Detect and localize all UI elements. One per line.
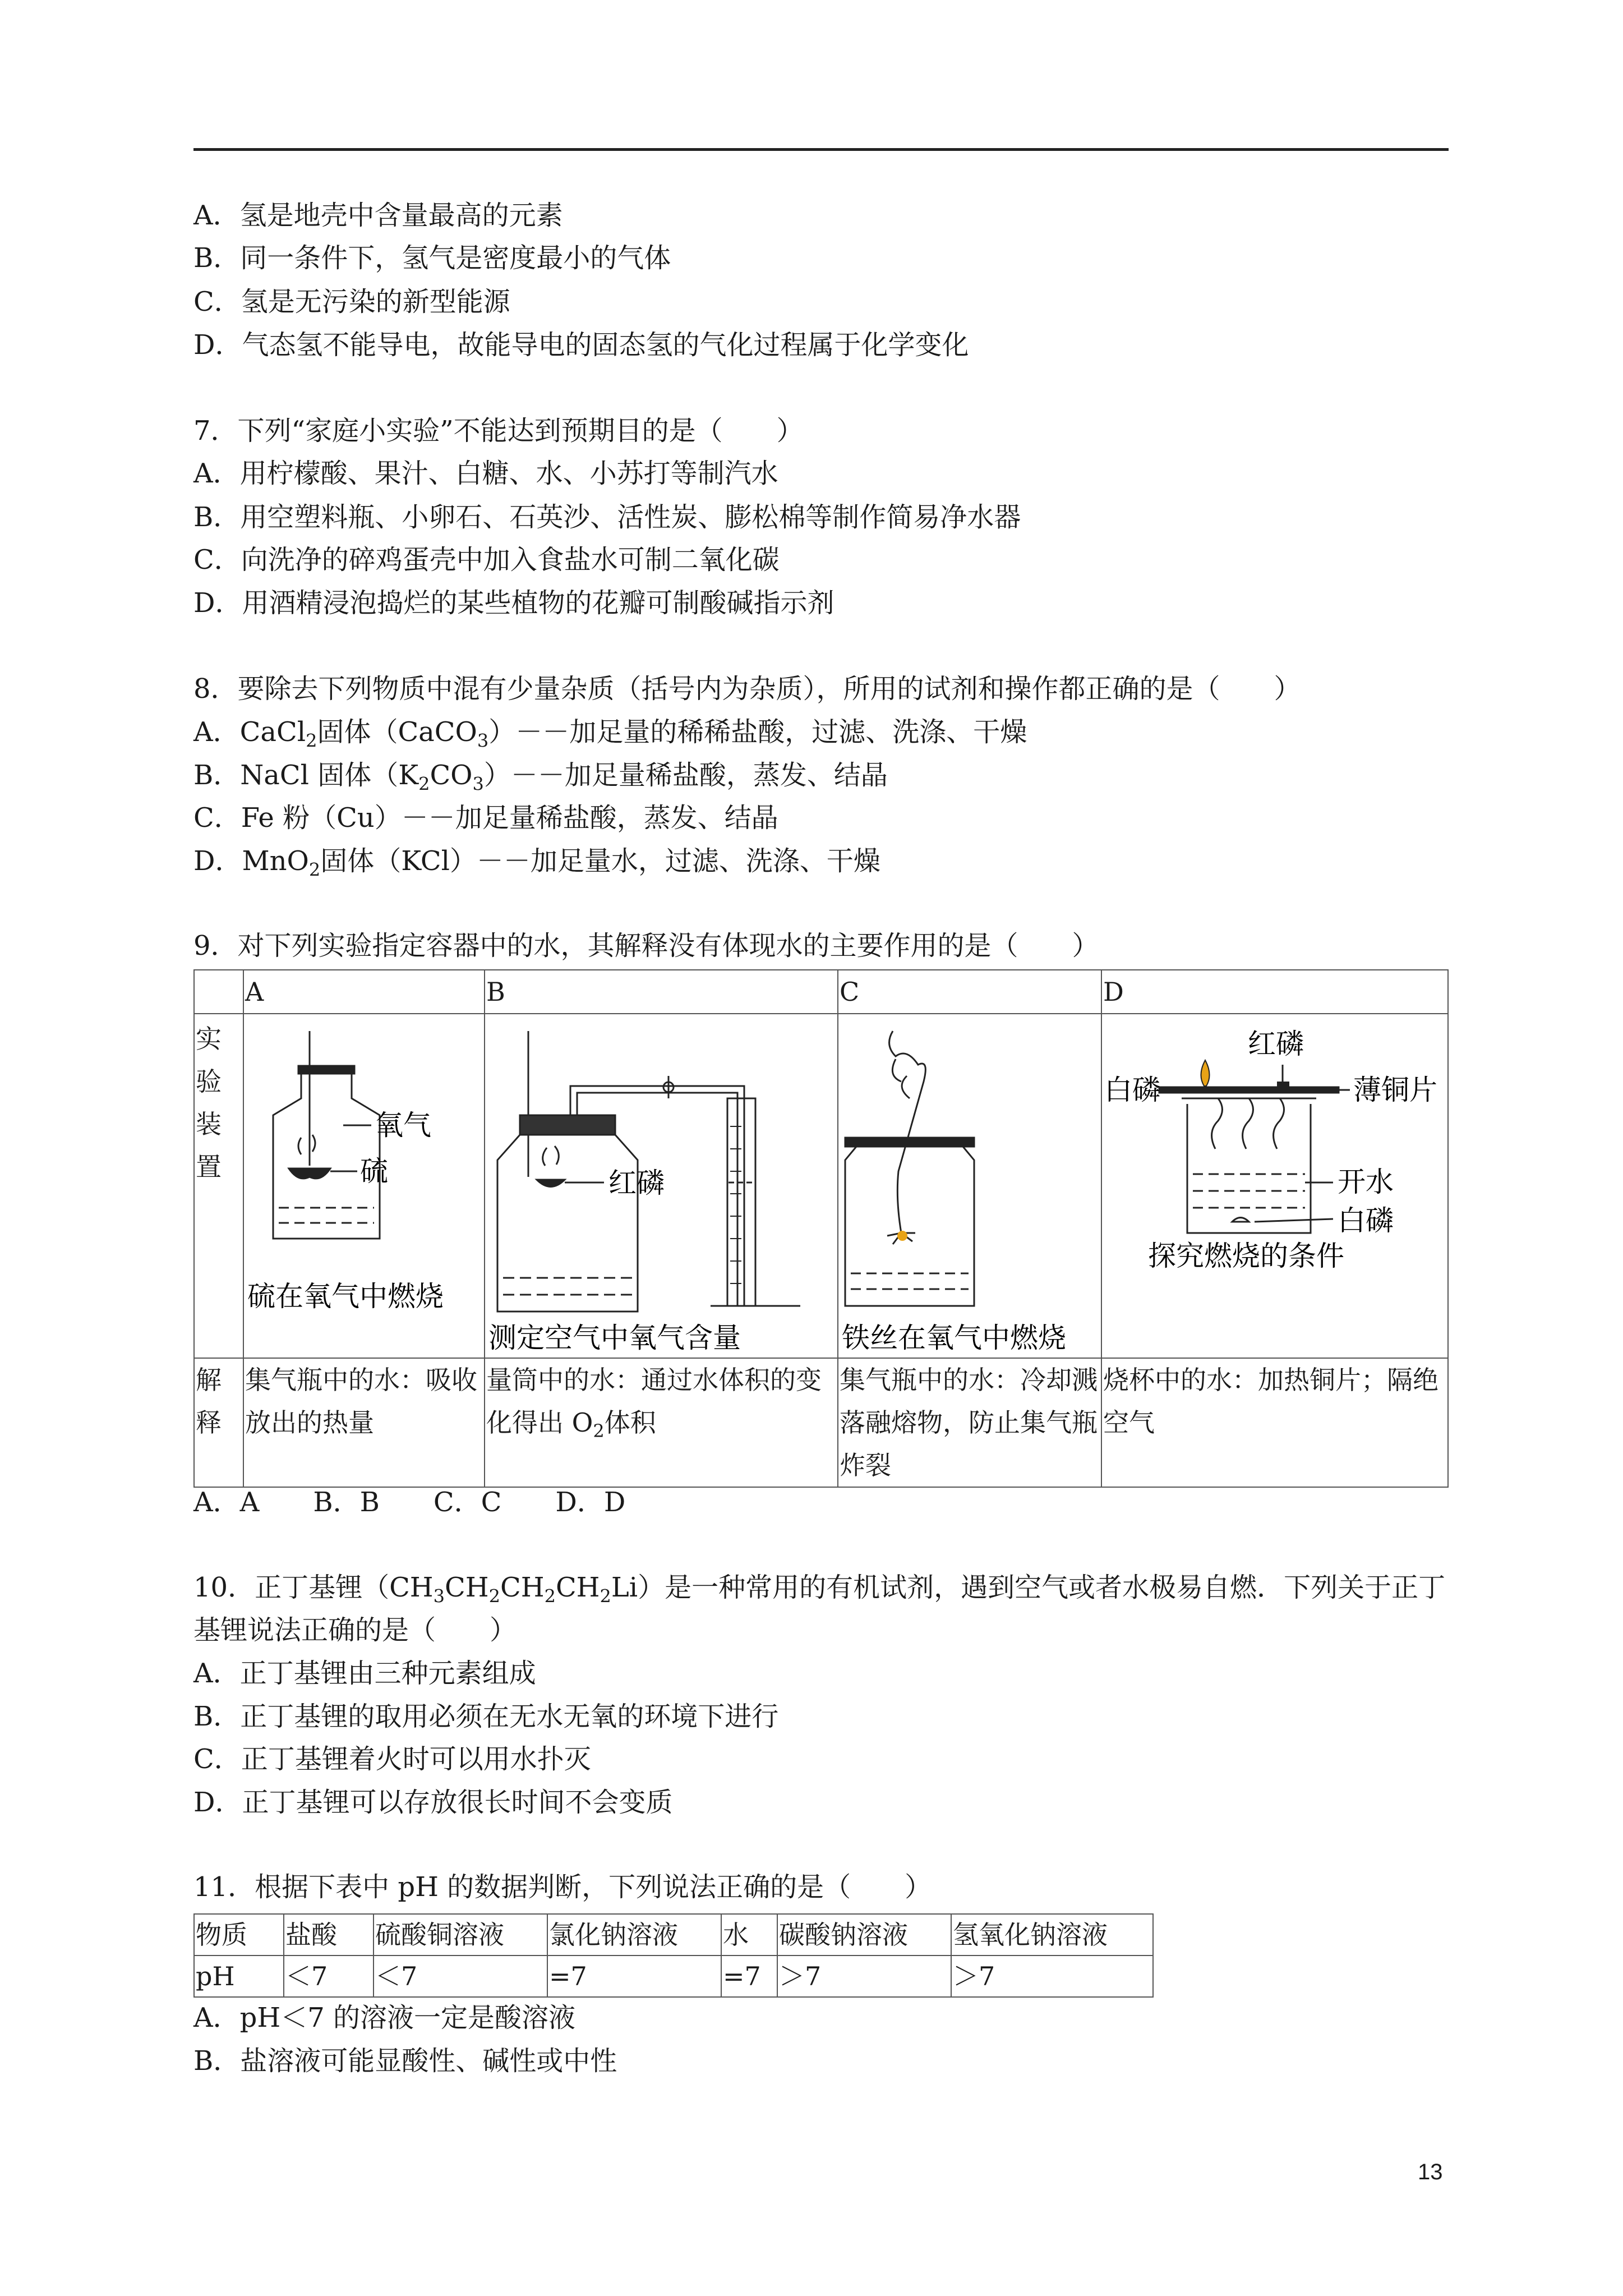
q9-header-b: B: [485, 970, 838, 1014]
caption-c: 铁丝在氧气中燃烧: [842, 1322, 1066, 1354]
label-red-phosphorus-d: 红磷: [1248, 1028, 1304, 1060]
q9-row-label-apparatus: 实验装置: [194, 1014, 243, 1358]
q8-stem: 8．要除去下列物质中混有少量杂质（括号内为杂质），所用的试剂和操作都正确的是（ ）: [193, 673, 1301, 705]
q9-stem: 9．对下列实验指定容器中的水，其解释没有体现水的主要作用的是（ ）: [193, 930, 1099, 961]
q9-row-label-explanation: 解释: [194, 1358, 243, 1487]
caption-d: 探究燃烧的条件: [1148, 1240, 1344, 1272]
sulfur-combustion-apparatus: [245, 1014, 485, 1356]
q6-option-d: D．气态氢不能导电，故能导电的固态氢的气化过程属于化学变化: [193, 329, 969, 361]
q7-option-c: C．向洗净的碎鸡蛋壳中加入食盐水可制二氧化碳: [193, 544, 780, 576]
q10-stem-line2: 基锂说法正确的是（ ）: [193, 1614, 517, 1646]
ph-header-naoh: 氢氧化钠溶液: [951, 1914, 1153, 1955]
oxygen-content-apparatus: [486, 1014, 838, 1356]
q10-stem-line1: 10．正丁基锂$(CH_3CH_2CH_2CH_2Li)$是一种常用的有机试剂，遇到空气或者水极易自燃．下列关于正丁: [193, 1572, 1446, 1607]
q9-cell-c-figure: [838, 1014, 1101, 1358]
q6-option-a: A．氢是地壳中含量最高的元素: [193, 200, 563, 231]
q7-stem: 7．下列“家庭小实验”不能达到预期目的是（ ）: [193, 415, 804, 447]
ph-header-na2co3: 碳酸钠溶液: [777, 1914, 951, 1955]
ph-value-cuso4: ＜7: [374, 1955, 547, 1997]
ph-header-water: 水: [721, 1914, 777, 1955]
q11-option-a: A．pH＜7 的溶液一定是酸溶液: [193, 2002, 576, 2033]
q7-option-a: A．用柠檬酸、果汁、白糖、水、小苏打等制汽水: [193, 458, 778, 489]
q8-option-c: C．Fe 粉（Cu）－－加足量稀盐酸，蒸发、结晶: [193, 802, 778, 834]
caption-b: 测定空气中氧气含量: [488, 1322, 741, 1354]
q9-header-blank: [194, 970, 243, 1014]
q9-cell-d-figure: [1101, 1014, 1448, 1358]
ph-value-naoh: ＞7: [951, 1955, 1153, 1997]
q11-option-b: B．盐溶液可能显酸性、碱性或中性: [193, 2045, 617, 2077]
combustion-conditions-apparatus: [1103, 1014, 1448, 1356]
q8-option-d: D．MnO$_2$固体（KCl）－－加足量水，过滤、洗涤、干燥: [193, 845, 880, 881]
q9-cell-b-figure: [485, 1014, 838, 1358]
q9-explanation-b: 量筒中的水：通过水体积的变化得出 $O_2$体积: [485, 1358, 838, 1487]
q7-option-b: B．用空塑料瓶、小卵石、石英沙、活性炭、膨松棉等制作简易净水器: [193, 501, 1021, 533]
q8-option-b: B．NaCl 固体$(K_2CO_3)--$加足量稀盐酸，蒸发、结晶: [193, 760, 888, 795]
iron-wire-combustion-apparatus: [840, 1014, 1101, 1356]
q10-option-c: C．正丁基锂着火时可以用水扑灭: [193, 1743, 591, 1775]
q7-option-d: D．用酒精浸泡捣烂的某些植物的花瓣可制酸碱指示剂: [193, 587, 834, 619]
ph-header-cuso4: 硫酸铜溶液: [374, 1914, 547, 1955]
q9-answer-options: A．A B．B C．C D．D: [193, 1487, 626, 1518]
ph-header-nacl: 氯化钠溶液: [547, 1914, 721, 1955]
label-red-phosphorus-b: 红磷: [608, 1167, 665, 1199]
q9-header-a: A: [243, 970, 485, 1014]
label-copper-sheet: 薄铜片: [1353, 1074, 1437, 1106]
q10-option-b: B．正丁基锂的取用必须在无水无氧的环境下进行: [193, 1701, 779, 1732]
q9-header-d: D: [1101, 970, 1448, 1014]
page-number: 13: [1418, 2160, 1443, 2184]
q9-table: [193, 969, 1447, 1482]
label-white-phosphorus-bottom: 白磷: [1338, 1204, 1394, 1237]
ph-value-na2co3: ＞7: [777, 1955, 951, 1997]
ph-header-hcl: 盐酸: [284, 1914, 374, 1955]
caption-a: 硫在氧气中燃烧: [247, 1280, 444, 1313]
q11-stem: 11．根据下表中 pH 的数据判断，下列说法正确的是（ ）: [193, 1871, 932, 1903]
q9-explanation-a: 集气瓶中的水：吸收放出的热量: [243, 1358, 485, 1487]
ph-row-label: pH: [194, 1955, 284, 1997]
q6-option-c: C．氢是无污染的新型能源: [193, 286, 510, 318]
q10-option-d: D．正丁基锂可以存放很长时间不会变质: [193, 1787, 673, 1818]
q9-explanation-c: 集气瓶中的水：冷却溅落融熔物，防止集气瓶炸裂: [838, 1358, 1101, 1487]
q9-cell-a-figure: [243, 1014, 485, 1358]
ph-value-hcl: ＜7: [284, 1955, 374, 1997]
ph-value-nacl: =7: [547, 1955, 721, 1997]
q6-option-b: B．同一条件下，氢气是密度最小的气体: [193, 242, 671, 274]
q9-header-c: C: [838, 970, 1101, 1014]
ph-value-water: =7: [721, 1955, 777, 1997]
q9-explanation-d: 烧杯中的水：加热铜片；隔绝空气: [1101, 1358, 1448, 1487]
label-sulfur: 硫: [360, 1155, 388, 1188]
ph-table: [193, 1913, 1154, 1998]
label-oxygen: 氧气: [375, 1109, 431, 1142]
q10-option-a: A．正丁基锂由三种元素组成: [193, 1658, 536, 1689]
label-boiling-water: 开水: [1338, 1166, 1394, 1198]
header-rule: [193, 148, 1449, 151]
ph-header-substance: 物质: [194, 1914, 284, 1955]
q8-option-a: A．CaCl$_2$固体（CaCO$_3$）－－加足量的稀稀盐酸，过滤、洗涤、干燥: [193, 716, 1027, 752]
label-white-phosphorus-top: 白磷: [1104, 1074, 1160, 1106]
